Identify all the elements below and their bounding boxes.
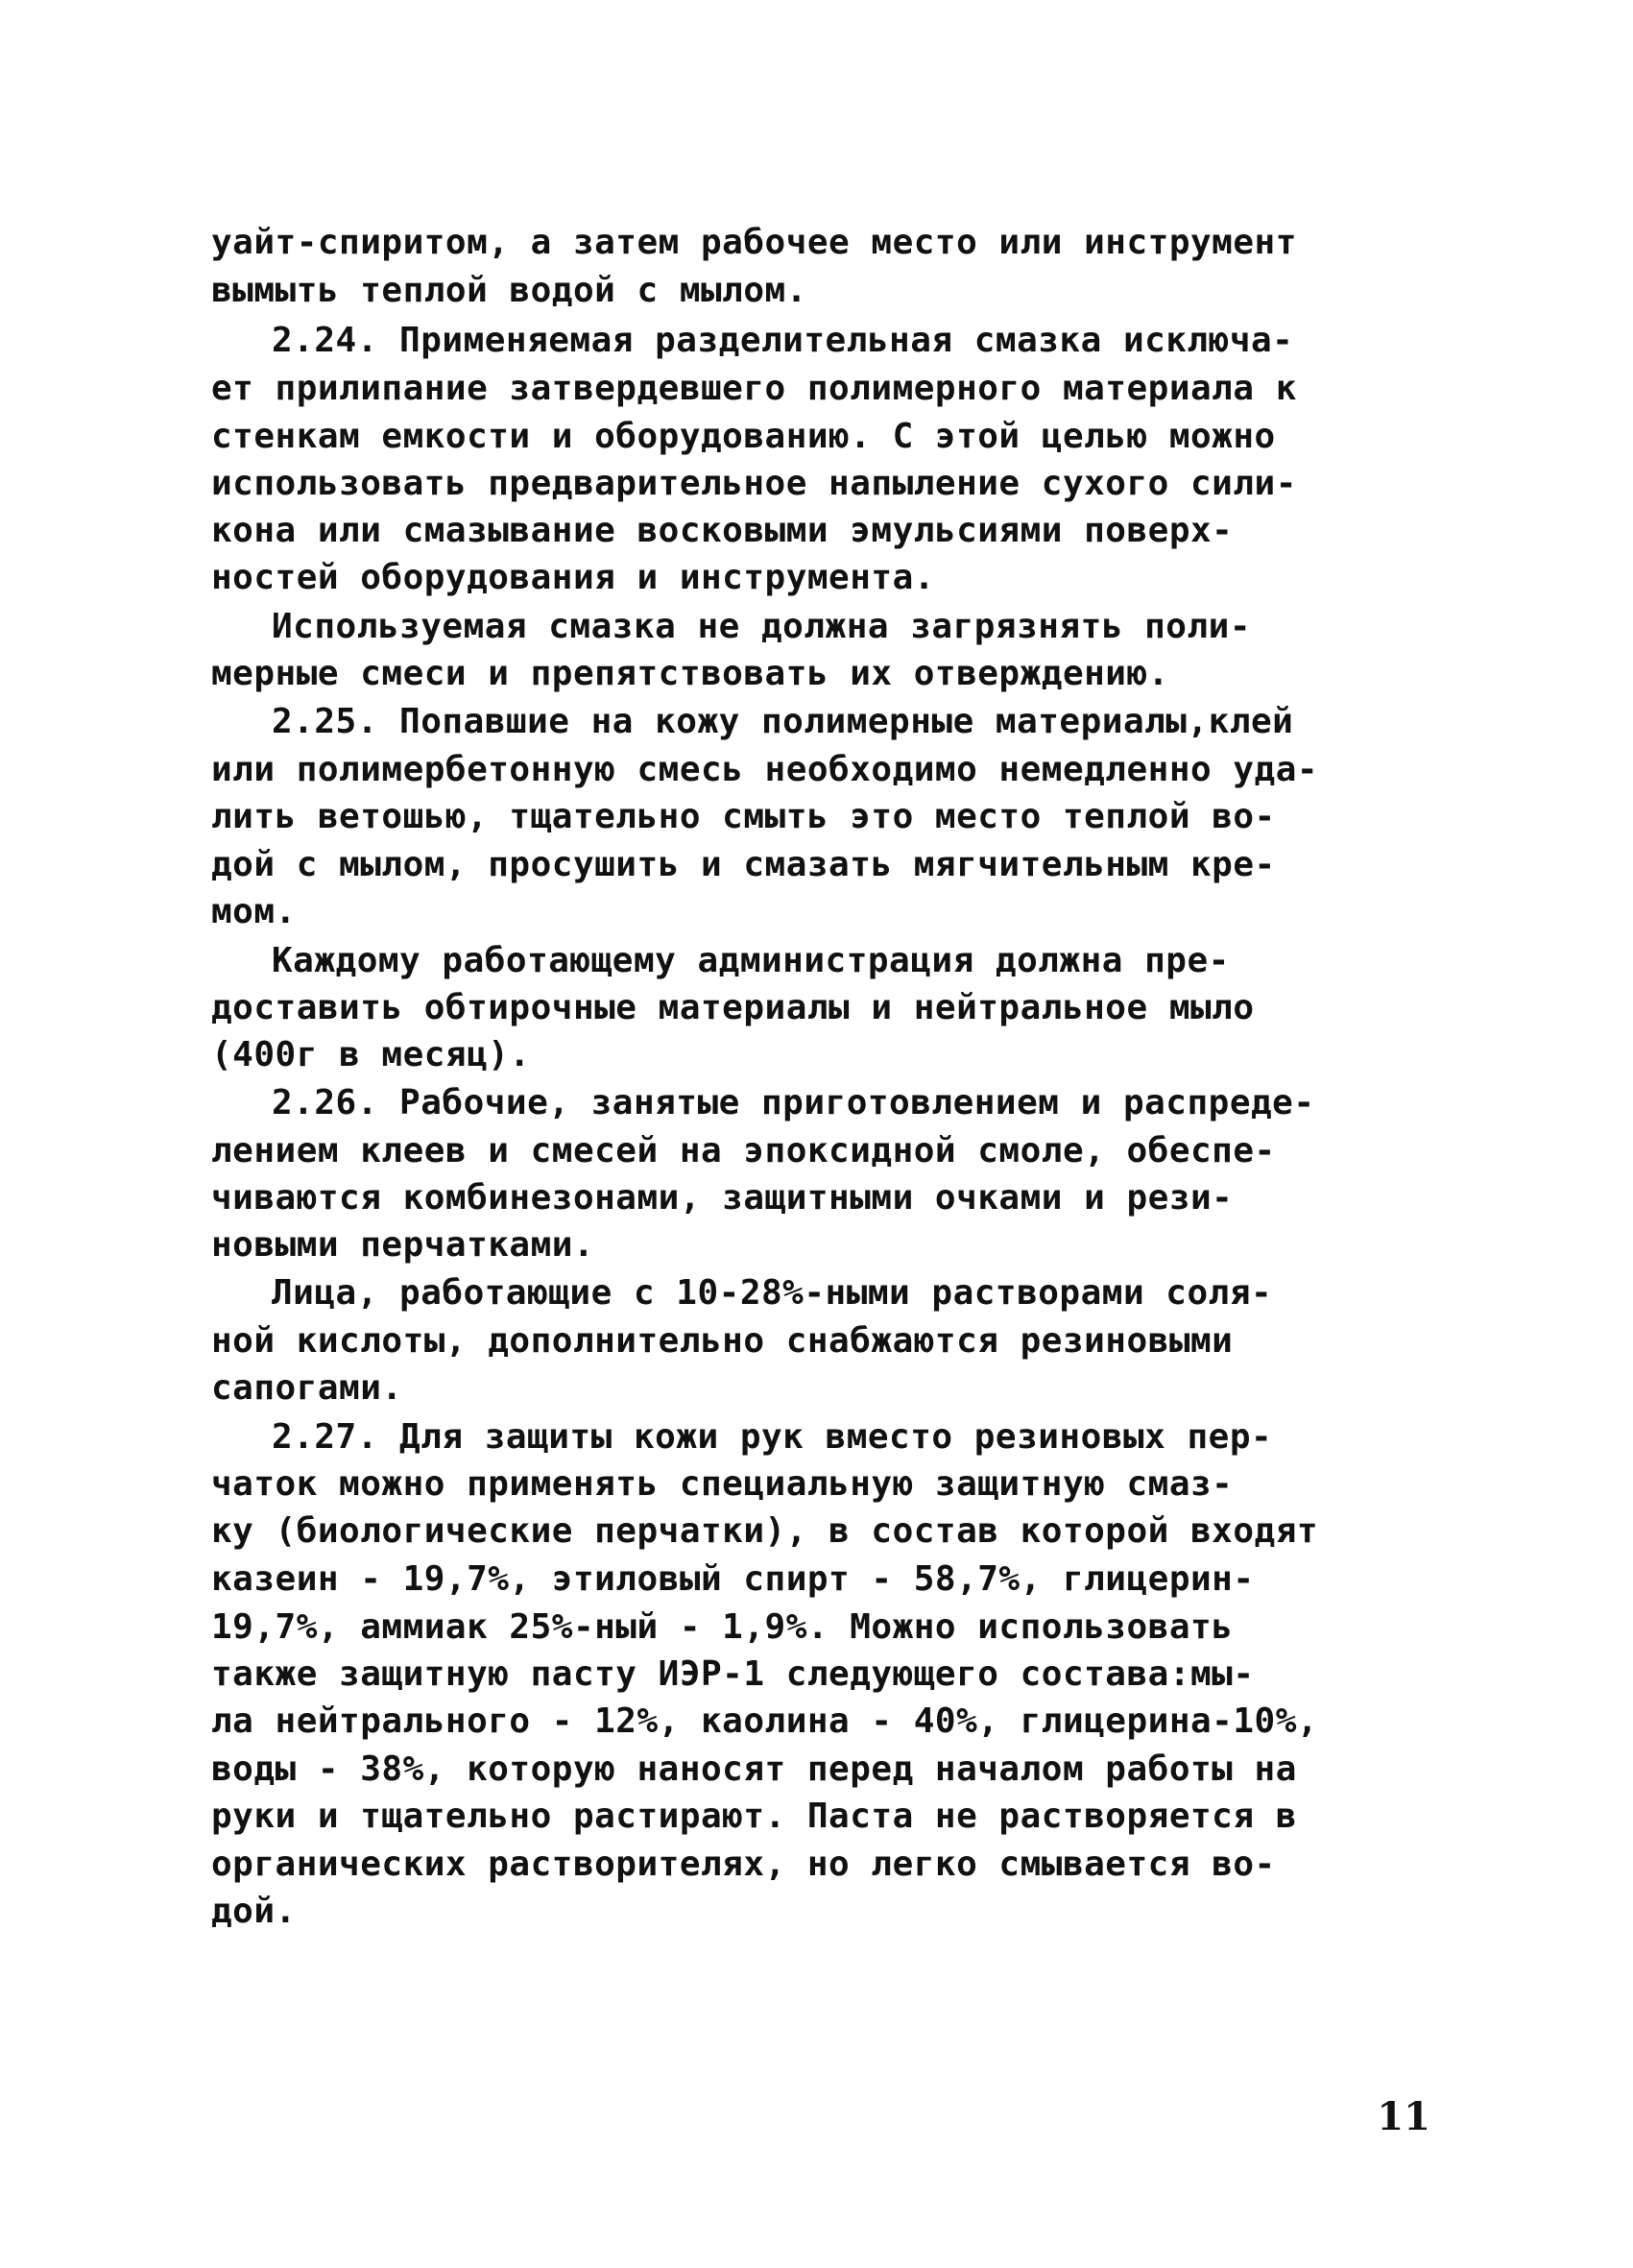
text-line: мом. — [211, 892, 297, 931]
text-line: ностей оборудования и инструмента. — [211, 558, 935, 597]
text-line: также защитную пасту ИЭР-1 следующего состава:мы- — [211, 1654, 1255, 1694]
text-line: чиваются комбинезонами, защитными очками и рези- — [211, 1178, 1234, 1218]
paragraph-start: Лица, работающие с 10-28%-ными растворами соля- — [272, 1273, 1273, 1313]
text-line: вымыть теплой водой с мылом. — [211, 271, 807, 310]
text-line: или полимербетонную смесь необходимо немедленно уда- — [211, 750, 1319, 789]
text-line: использовать предварительное напыление сухого сили- — [211, 464, 1297, 503]
text-line: ку (биологические перчатки), в состав которой входят — [211, 1511, 1319, 1551]
text-line: уайт-спиритом, а затем рабочее место или инструмент — [211, 223, 1297, 262]
text-line: лением клеев и смесей на эпоксидной смоле, обеспе- — [211, 1131, 1276, 1170]
paragraph-start: Каждому работающему администрация должна пре- — [272, 941, 1230, 980]
section-2-26-start: 2.26. Рабочие, занятые приготовлением и распреде- — [272, 1083, 1315, 1122]
text-line: стенкам емкости и оборудованию. С этой целью можно — [211, 417, 1276, 456]
text-line: новыми перчатками. — [211, 1225, 595, 1265]
text-line: сапогами. — [211, 1368, 403, 1408]
text-line: лить ветошью, тщательно смыть это место теплой во- — [211, 797, 1276, 836]
text-line: органических растворителях, но легко смывается во- — [211, 1845, 1276, 1884]
text-line: чаток можно применять специальную защитную смаз- — [211, 1464, 1234, 1504]
section-2-25-start: 2.25. Попавшие на кожу полимерные материалы,клей — [272, 702, 1294, 741]
text-line: дой. — [211, 1892, 297, 1931]
text-line: (400г в месяц). — [211, 1035, 531, 1074]
text-line: ет прилипание затвердевшего полимерного материала к — [211, 369, 1297, 408]
section-2-27-start: 2.27. Для защиты кожи рук вместо резиновых пер- — [272, 1417, 1273, 1457]
text-line: руки и тщательно растирают. Паста не растворяется в — [211, 1797, 1297, 1836]
text-line: кона или смазывание восковыми эмульсиями поверх- — [211, 511, 1234, 550]
text-line: казеин - 19,7%, этиловый спирт - 58,7%, глицерин- — [211, 1559, 1255, 1599]
section-2-24-start: 2.24. Применяемая разделительная смазка исключа- — [272, 321, 1294, 360]
paragraph-start: Используемая смазка не должна загрязнять поли- — [272, 607, 1251, 646]
text-line: 19,7%, аммиак 25%-ный - 1,9%. Можно использовать — [211, 1607, 1234, 1647]
text-line: ной кислоты, дополнительно снабжаются резиновыми — [211, 1321, 1234, 1361]
text-line: ла нейтрального - 12%, каолина - 40%, глицерина-10%, — [211, 1701, 1319, 1741]
text-line: мерные смеси и препятствовать их отверждению. — [211, 654, 1169, 693]
page-number: 11 — [1377, 2094, 1430, 2139]
text-line: доставить обтирочные материалы и нейтральное мыло — [211, 988, 1255, 1027]
text-line: дой с мылом, просушить и смазать мягчительным кре- — [211, 845, 1276, 884]
text-line: воды - 38%, которую наносят перед началом работы на — [211, 1749, 1297, 1789]
